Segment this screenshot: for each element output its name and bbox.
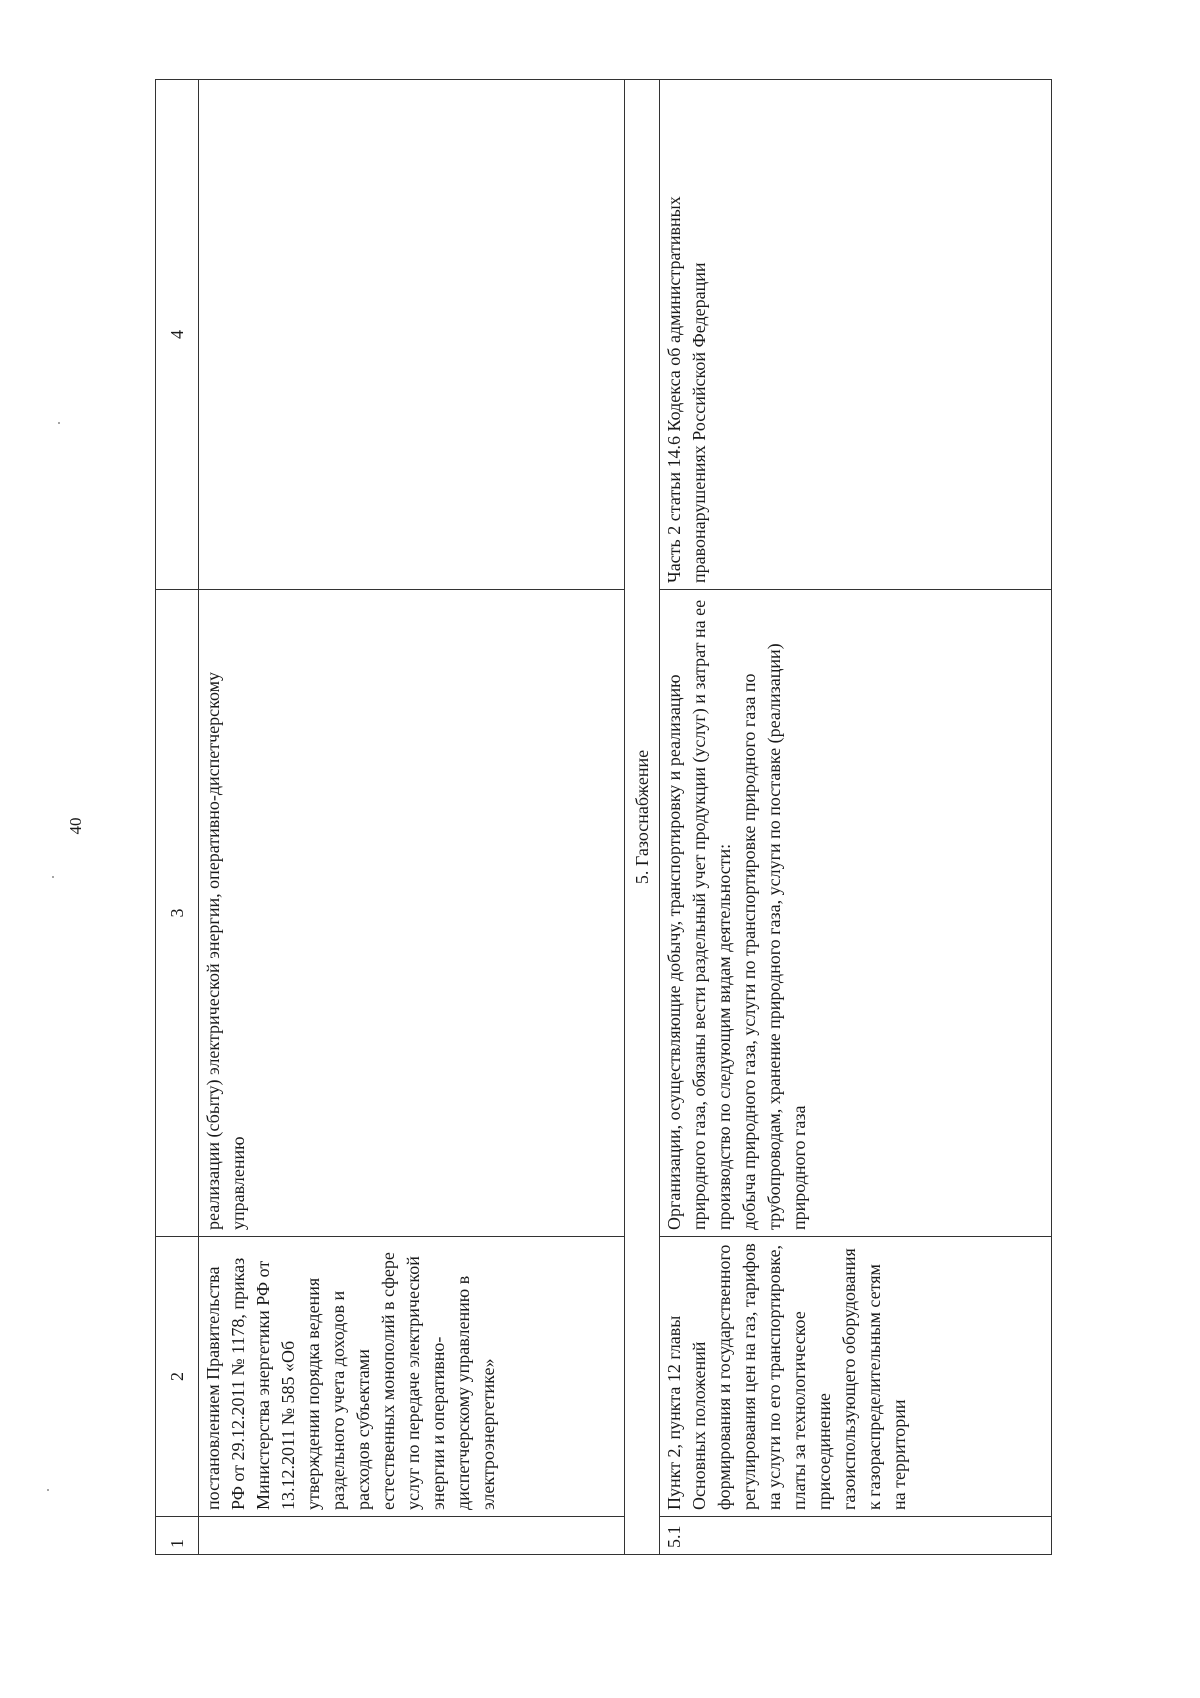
scan-speck [47, 1489, 49, 1491]
section-row [625, 80, 660, 1555]
page-number: 40 [66, 817, 85, 835]
section-title: 5. Газоснабжение [625, 80, 660, 1555]
requirements-table [155, 79, 1052, 1555]
scan-speck [52, 876, 54, 878]
header-col-2: 2 [156, 1237, 199, 1517]
table-row [660, 80, 1052, 1555]
table-row [199, 80, 625, 1555]
row-number-cell: 5.1 [660, 1517, 1052, 1555]
scan-speck [58, 422, 60, 424]
legal-basis-cell: Пункт 2, пункта 12 главы Основных положений формирования и государственного регулирования цен на газ, тарифов на услуги по его транспортировке, платы за технологическое присоединение газоиспользующего оборудования к газораспределительным сетям на территории [660, 1237, 1052, 1517]
liability-cell [199, 80, 625, 590]
rotated-table-wrapper [155, 80, 1052, 1555]
table-header-row [156, 80, 199, 1555]
requirement-cell: реализации (сбыту) электрической энергии, оперативно-диспетчерскому управлению [199, 590, 625, 1237]
row-number-cell [199, 1517, 625, 1555]
header-col-3: 3 [156, 590, 199, 1237]
legal-basis-cell: постановлением Правительства РФ от 29.12.2011 № 1178, приказ Министерства энергетики РФ от 13.12.2011 № 585 «Об утверждении порядка ведения раздельного учета доходов и расходов субъектами естественных монополий в сфере услуг по передаче электрической энергии и оперативно-диспетчерскому управлению в электроэнергетике» [199, 1237, 625, 1517]
header-col-4: 4 [156, 80, 199, 590]
requirement-cell: Организации, осуществляющие добычу, транспортировку и реализацию природного газа, обязаны вести раздельный учет продукции (услуг) и затрат на ее производство по следующим видам деятельности: добыча природного газа, услуги по транспортировке природного газа по трубопроводам, хранение природного газа, услуги по поставке (реализации) природного газа [660, 590, 1052, 1237]
liability-cell: Часть 2 статьи 14.6 Кодекса об административных правонарушениях Российской Федерации [660, 80, 1052, 590]
header-col-1: 1 [156, 1517, 199, 1555]
